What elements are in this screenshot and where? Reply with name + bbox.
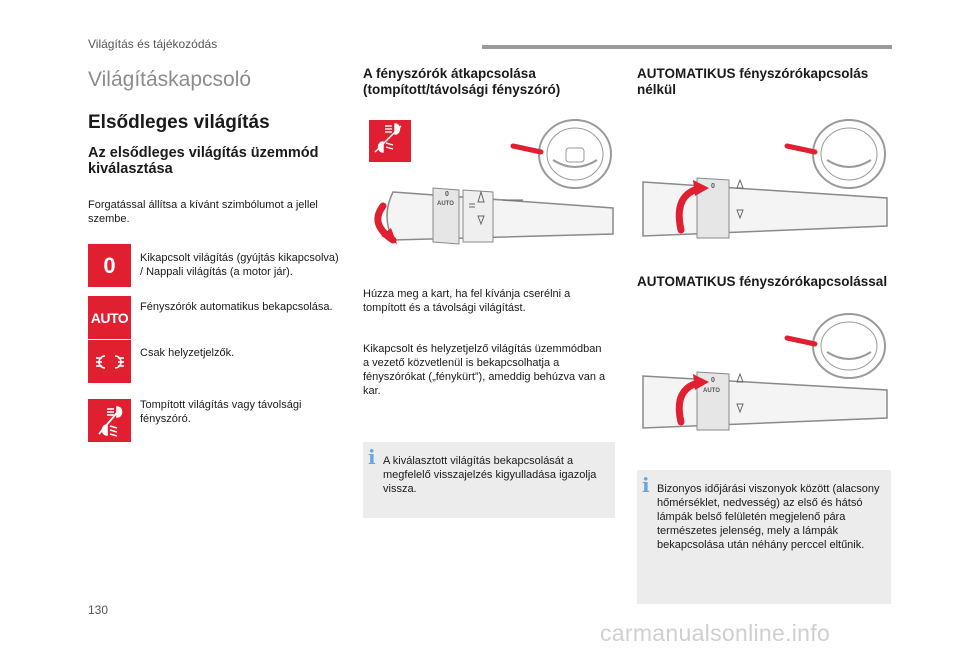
header-bar xyxy=(482,45,892,49)
right-note-text: Bizonyos időjárási viszonyok között (alacsony hőmérséklet, nedvesség) az első és hátsó lámpák belső felületén megjelenő pára természetes jelenség, mely a lámpák bekapcsolása után néhány perccel eltűnik. xyxy=(657,483,880,551)
stalk-pull-illustration xyxy=(363,112,618,252)
auto-off-heading: AUTOMATIKUS fényszórókapcsolás nélkül xyxy=(637,66,869,97)
subtitle: Elsődleges világítás xyxy=(88,112,270,133)
zero-icon xyxy=(88,244,131,287)
intro-text: Forgatással állítsa a kívánt szimbólumot a jellel szembe. xyxy=(88,199,318,225)
svg-text:0: 0 xyxy=(711,183,715,190)
stalk-without-auto-illustration xyxy=(637,112,892,252)
sidelights-icon xyxy=(88,340,131,383)
beam-switch-heading: A fényszórók átkapcsolása (tompított/távolsági fényszóró) xyxy=(363,66,561,97)
auto-on-heading: AUTOMATIKUS fényszórókapcsolással xyxy=(637,274,888,289)
steering-wheel xyxy=(539,120,611,188)
stalk xyxy=(387,188,613,244)
item-off-text: Kikapcsolt világítás (gyújtás kikapcsolva) / Nappali világítás (a motor jár). xyxy=(140,252,339,278)
beam-para-1: Húzza meg a kart, ha fel kívánja cserélni a tompított és a távolsági világítást. xyxy=(363,288,571,314)
stalk-with-auto-illustration xyxy=(637,310,892,440)
page-title: Világításkapcsoló xyxy=(88,68,252,91)
item-auto-text: Fényszórók automatikus bekapcsolása. xyxy=(140,301,333,313)
mode-heading: Az elsődleges világítás üzemmód kiválasztása xyxy=(88,145,319,177)
info-icon: i xyxy=(642,473,650,497)
page-number: 130 xyxy=(88,603,109,617)
item-sidelights-text: Csak helyzetjelzők. xyxy=(140,347,235,359)
svg-text:0: 0 xyxy=(711,377,715,384)
item-beam-text: Tompított világítás vagy távolsági fényszóró. xyxy=(140,399,302,425)
watermark: carmanualsonline.info xyxy=(600,620,831,646)
middle-info-note xyxy=(363,442,615,518)
zero-glyph: 0 xyxy=(103,252,116,278)
svg-text:AUTO: AUTO xyxy=(703,388,720,394)
info-icon: i xyxy=(368,445,376,469)
svg-text:0: 0 xyxy=(445,191,449,198)
right-info-note xyxy=(637,470,891,604)
middle-note-text: A kiválasztott világítás bekapcsolását a megfelelő visszajelzés kigyulladása igazolja vissza. xyxy=(383,455,597,495)
auto-glyph: AUTO xyxy=(90,309,129,326)
auto-icon xyxy=(88,296,131,339)
beam-para-2: Kikapcsolt és helyzetjelző világítás üzemmódban a vezető közvetlenül is bekapcsolhatja a fényszórókat („fénykürt”), ameddig behúzva van a kar. xyxy=(363,343,606,397)
section-header: Világítás és tájékozódás xyxy=(88,37,218,51)
svg-text:AUTO: AUTO xyxy=(437,201,454,207)
headlight-beam-icon xyxy=(88,399,131,442)
